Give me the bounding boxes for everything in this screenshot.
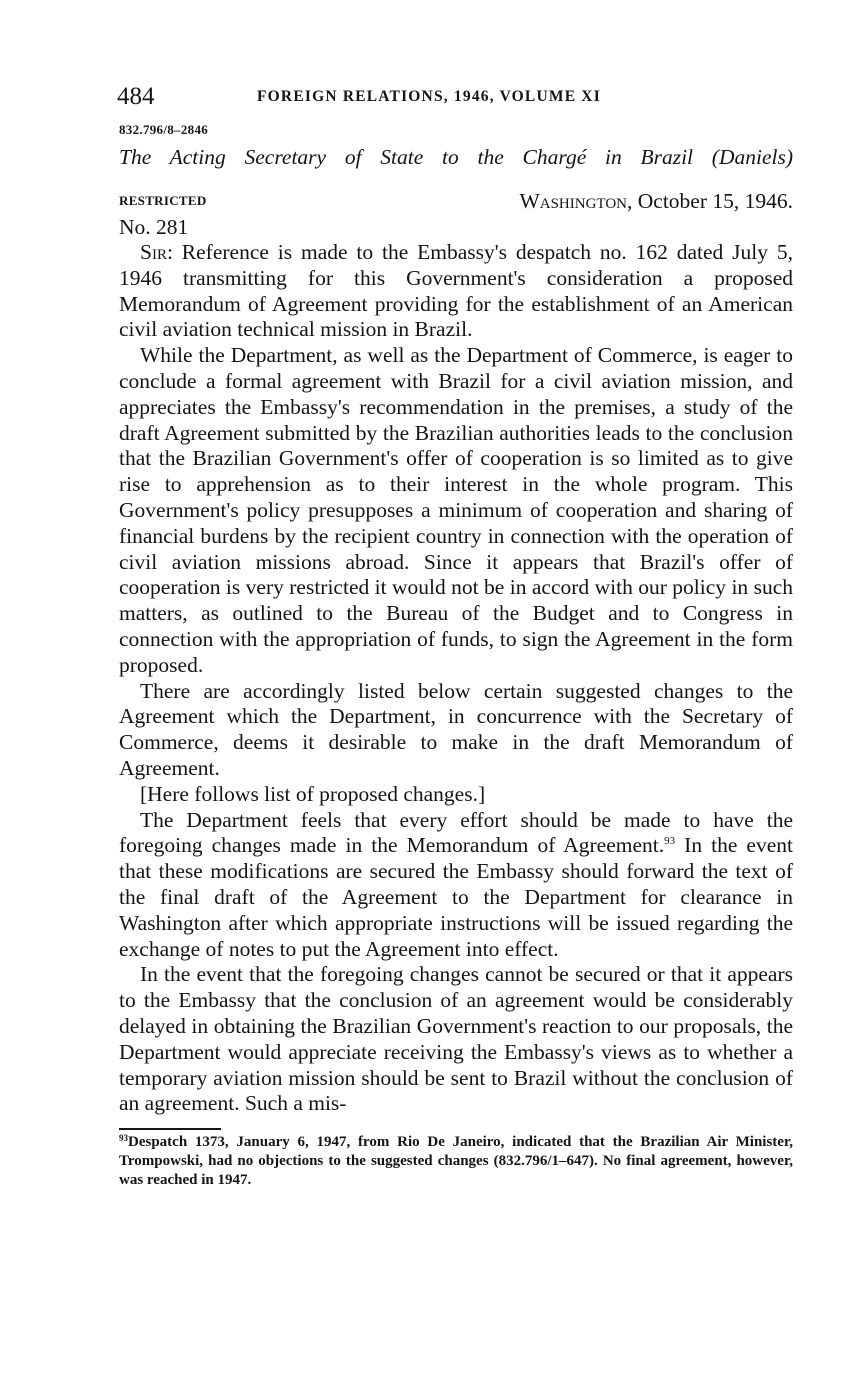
dateline-place: Washington <box>519 189 627 213</box>
paragraph-5-text-b: In the event that these modifications are secured the Embassy should forward the text of the final draft of the Agreement to the Department for clearance in Washington after which appropriate instructions will be issued regarding the exchange of notes to put the Agreement into effect. <box>119 833 793 961</box>
footnote-divider <box>119 1128 221 1130</box>
paragraph-2: While the Department, as well as the Department of Commerce, is eager to conclude a formal agreement with Brazil for a civil aviation mission, and appreciates the Embassy's recommendation in the premises, a study of the draft Agreement submitted by the Brazilian authorities leads to the conclusion that the Brazilian Government's offer of cooperation is so limited as to give rise to apprehension as to their interest in the whole program. This Government's policy presupposes a minimum of cooperation and sharing of financial burdens by the recipient country in connection with the operation of civil aviation missions abroad. Since it appears that Brazil's offer of cooperation is very restricted it would not be in accord with our policy in such matters, as outlined to the Bureau of the Budget and to Congress in connection with the appropriation of funds, to sign the Agreement in the form proposed. <box>119 343 793 677</box>
footnote-marker: 93 <box>119 1133 128 1144</box>
dateline-row <box>119 188 793 214</box>
paragraph-4: [Here follows list of proposed changes.] <box>140 781 486 806</box>
paragraph-1 <box>119 240 793 343</box>
letter-body <box>119 240 793 1117</box>
classification-label: RESTRICTED <box>119 193 207 208</box>
dateline-date: , October 15, 1946. <box>627 189 793 213</box>
running-title: FOREIGN RELATIONS, 1946, VOLUME XI <box>257 88 601 105</box>
paragraph-5-text-a: The Department feels that every effort should be made to have the foregoing changes made in the Memorandum of Agreement. <box>119 807 793 858</box>
paragraph-5 <box>119 808 793 963</box>
document-number: No. 281 <box>119 215 189 239</box>
document-page <box>119 82 793 1190</box>
paragraph-1-text: : Reference is made to the Embassy's despatch no. 162 dated July 5, 1946 transmitting for this Government's consideration a proposed Memorandum of Agreement providing for the establishment of an American civil aviation technical mission in Brazil. <box>119 240 793 342</box>
salutation: Sir <box>140 240 167 264</box>
footnote-reference[interactable]: 93 <box>664 835 676 848</box>
paragraph-6: In the event that the foregoing changes cannot be secured or that it appears to the Embassy that the conclusion of an agreement would be considerably delayed in obtaining the Brazilian Government's reaction to our proposals, the Department would appreciate receiving the Embassy's views as to whether a temporary aviation mission should be sent to Brazil without the conclusion of an agreement. Such a mis- <box>119 962 793 1116</box>
file-number: 832.796/8–2846 <box>119 122 209 137</box>
footnote <box>119 1133 793 1190</box>
document-title: The Acting Secretary of State to the Chargé in Brazil (Daniels) <box>119 145 793 169</box>
running-header <box>119 82 793 118</box>
paragraph-3: There are accordingly listed below certain suggested changes to the Agreement which the Department, in concurrence with the Secretary of Commerce, deems it desirable to make in the draft Memorandum of Agreement. <box>119 678 793 780</box>
dateline <box>519 188 793 214</box>
footnote-text: Despatch 1373, January 6, 1947, from Rio De Janeiro, indicated that the Brazilian Air Minister, Trompowski, had no objections to the suggested changes (832.796/1–647). No final agreement, however, was reached in 1947. <box>119 1134 793 1189</box>
page-number: 484 <box>117 83 155 110</box>
